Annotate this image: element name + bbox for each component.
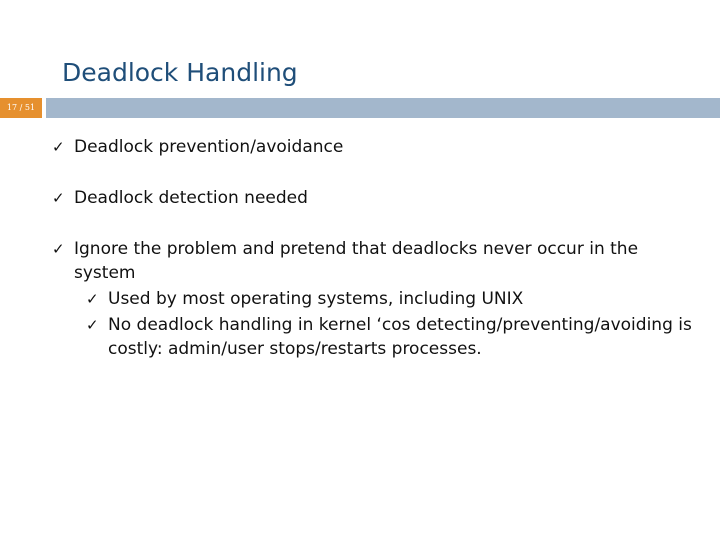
check-mark-icon: ✓ bbox=[52, 240, 65, 258]
bullet-item bbox=[52, 186, 702, 210]
bullet-item bbox=[52, 237, 702, 285]
bullet-text: Deadlock detection needed bbox=[74, 188, 308, 208]
sub-bullet-item bbox=[86, 313, 702, 361]
bullet-list bbox=[52, 135, 702, 363]
title-divider-bar bbox=[46, 98, 720, 118]
check-mark-icon: ✓ bbox=[52, 189, 65, 207]
check-mark-icon: ✓ bbox=[86, 290, 99, 308]
sub-bullet-item bbox=[86, 287, 702, 311]
check-mark-icon: ✓ bbox=[52, 138, 65, 156]
bullet-text: Ignore the problem and pretend that deadlocks never occur in the system bbox=[74, 239, 639, 283]
bullet-item bbox=[52, 135, 702, 159]
bullet-text: Deadlock prevention/avoidance bbox=[74, 137, 344, 157]
sub-bullet-text: Used by most operating systems, including UNIX bbox=[108, 289, 524, 309]
sub-bullet-text: No deadlock handling in kernel ‘cos detecting/preventing/avoiding is costly: admin/user stops/restarts processes. bbox=[108, 315, 692, 359]
page-number: 17 / 51 bbox=[0, 98, 42, 118]
check-mark-icon: ✓ bbox=[86, 316, 99, 334]
slide-title: Deadlock Handling bbox=[62, 58, 298, 87]
